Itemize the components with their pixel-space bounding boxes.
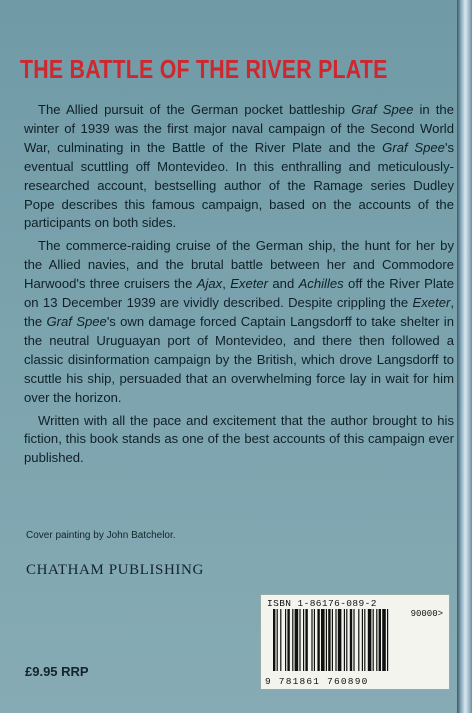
text-run: , the [24, 295, 454, 329]
blurb-paragraph [24, 412, 454, 469]
italic-text: Graf Spee [382, 139, 445, 155]
page-edge [457, 0, 472, 713]
blurb-paragraph [24, 237, 454, 407]
text-run: off the River Plate on 13 December 1939 are vividly described. Despite crippling the [24, 276, 455, 311]
price-label: £9.95 RRP [25, 664, 89, 679]
barcode-icon [273, 609, 439, 675]
text-run: The Allied pursuit of the German pocket battleship [38, 102, 352, 117]
ean-digits: 9 781861 760890 [265, 676, 369, 687]
text-run: , [222, 276, 231, 292]
text-run: in the winter of 1939 was the first major naval campaign of the Second World War, culminating in the Battle of the River Plate and the [24, 102, 454, 155]
book-title: THE BATTLE OF THE RIVER PLATE [20, 54, 388, 84]
publisher-name: CHATHAM PUBLISHING [26, 562, 204, 578]
text-run: The commerce-raiding cruise of the German ship, the hunt for her by the Allied navies, and the brutal battle between her and Commodore Harwood's three cruisers the [24, 238, 454, 292]
italic-text: Graf Spee [351, 102, 414, 117]
italic-text: Exeter [412, 295, 451, 311]
text-run: 's own damage forced Captain Langsdorff to take shelter in the neutral Uruguayan port of Montevideo, and there then followed a classic disinformation campaign by the British, which drove Langsdorff to scuttle his ship, persuaded that an overwhelming force lay in wait for him over the horizon. [24, 313, 455, 405]
price-addon-code: 90000> [410, 609, 443, 619]
isbn-text: ISBN 1-86176-089-2 [267, 598, 377, 609]
blurb [24, 101, 454, 468]
text-run: and [268, 276, 299, 292]
text-run: 's eventual scuttling off Montevideo. In this enthralling and meticulously-researched account, bestselling author of the Ramage series Dudley Pope describes this famous campaign, based on the accounts of the participants on both sides. [24, 139, 454, 231]
cover-credit: Cover painting by John Batchelor. [26, 530, 176, 541]
italic-text: Ajax [196, 276, 223, 292]
italic-text: Achilles [298, 276, 344, 292]
blurb-paragraph [24, 101, 454, 233]
text-run: Written with all the pace and excitement that the author brought to his fiction, this book stands as one of the best accounts of this campaign ever published. [24, 412, 454, 466]
barcode-label [260, 594, 450, 690]
italic-text: Exeter [230, 276, 269, 292]
italic-text: Graf Spee [46, 313, 107, 329]
